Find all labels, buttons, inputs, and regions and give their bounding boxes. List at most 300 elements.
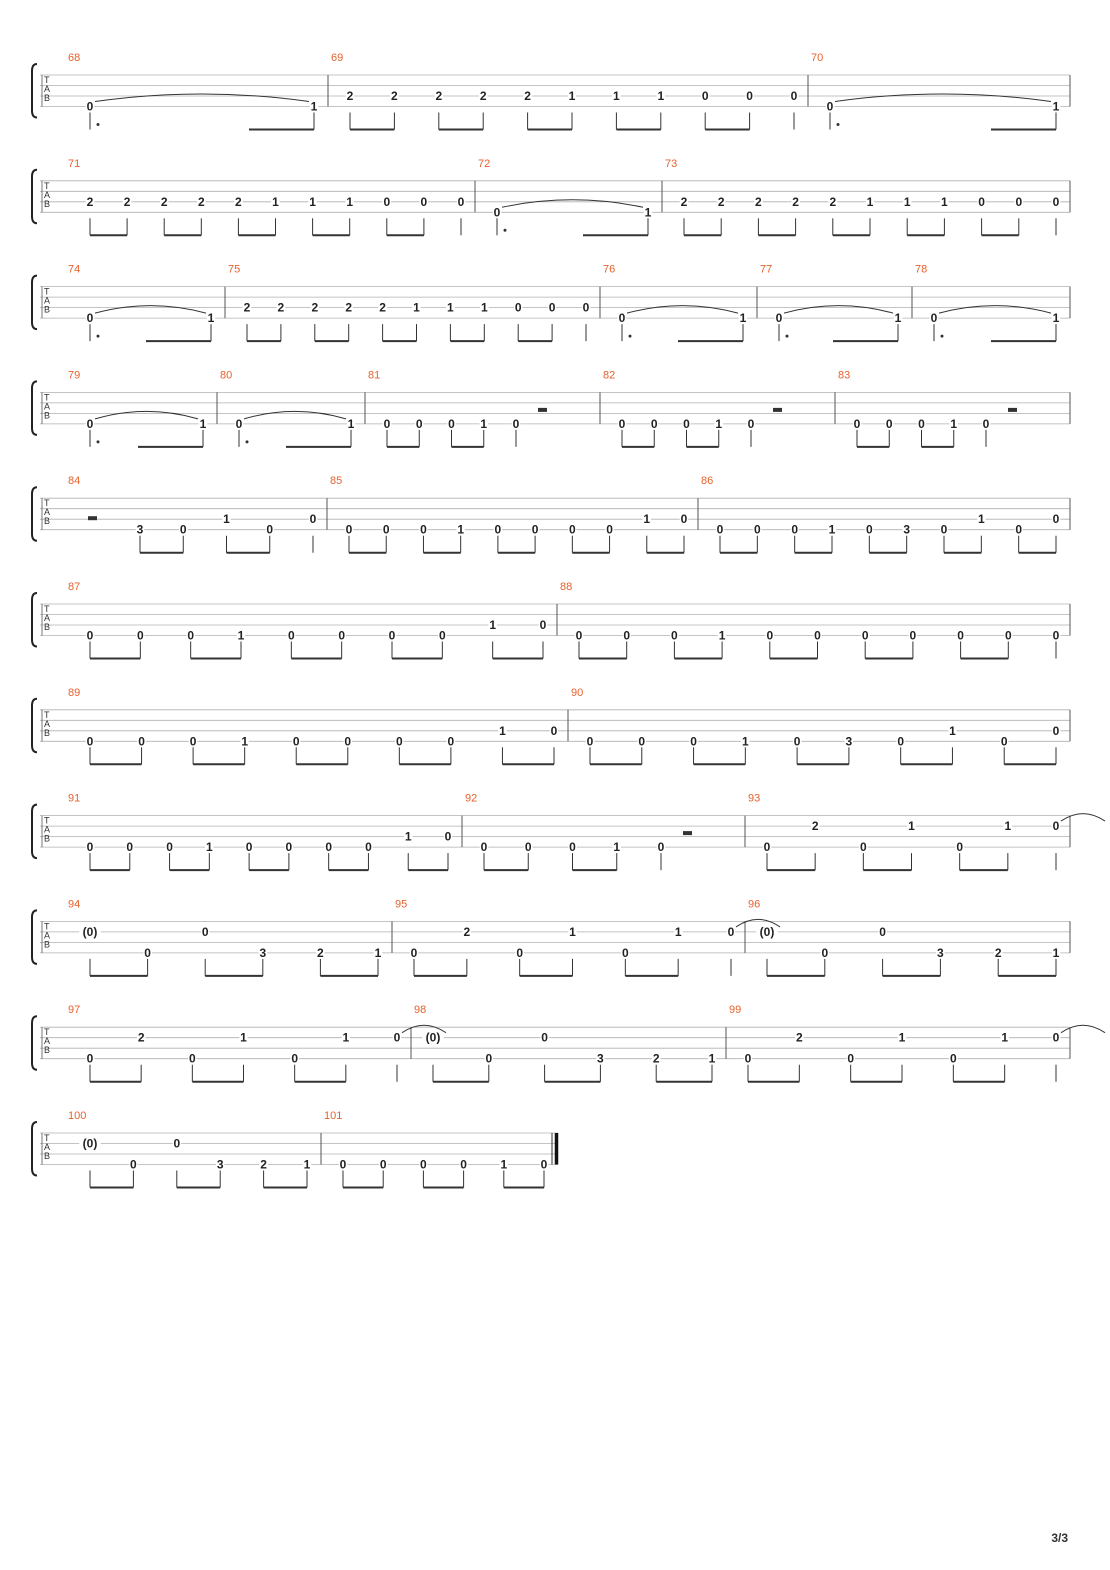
- fret-number: 0: [393, 1030, 401, 1045]
- fret-number: 0: [512, 416, 520, 431]
- fret-number: 1: [715, 416, 723, 431]
- fret-number: 0: [957, 628, 964, 643]
- fret-number: 2: [311, 300, 319, 315]
- fret-number: 1: [199, 416, 207, 431]
- fret-number: 1: [480, 300, 488, 315]
- fret-number: 0: [285, 840, 293, 855]
- fret-number: 0: [680, 512, 688, 527]
- fret-number: 0: [814, 628, 821, 643]
- tab-clef-letter: A: [44, 1142, 51, 1152]
- measure-number: 69: [331, 52, 344, 64]
- measure-number: 100: [68, 1110, 87, 1122]
- tab-clef-letter: A: [44, 84, 51, 94]
- fret-number: 2: [524, 89, 531, 103]
- fret-number: 0: [701, 89, 709, 103]
- fret-number: 1: [613, 840, 621, 855]
- fret-number: 0: [775, 311, 783, 326]
- fret-number: 1: [741, 734, 749, 749]
- fret-number: (0): [759, 924, 775, 939]
- tab-system: [32, 898, 1070, 976]
- fret-number: 0: [982, 416, 990, 431]
- tab-clef-letter: B: [44, 1045, 51, 1056]
- fret-number: 2: [391, 89, 398, 103]
- fret-number: 0: [1052, 819, 1060, 834]
- measure-number: 96: [748, 898, 761, 911]
- fret-number: 0: [821, 945, 829, 960]
- measure-number: 84: [68, 475, 81, 488]
- fret-number: 0: [86, 840, 94, 855]
- tab-clef-letter: T: [44, 1027, 50, 1038]
- fret-number: 1: [374, 945, 382, 960]
- fret-number: 0: [859, 840, 867, 855]
- fret-number: 0: [338, 628, 346, 643]
- measure-number: 77: [760, 263, 773, 276]
- fret-number: 1: [718, 628, 726, 643]
- fret-number: 0: [879, 924, 886, 939]
- fret-number: 0: [345, 522, 353, 537]
- system-bracket: [32, 276, 37, 330]
- tie-arc: [95, 306, 206, 314]
- system-bracket: [32, 910, 37, 964]
- fret-number: 0: [826, 99, 834, 114]
- fret-number: 0: [671, 628, 678, 643]
- fret-number: 0: [130, 1157, 137, 1172]
- rhythm-dot: [97, 123, 100, 126]
- fret-number: 0: [383, 416, 391, 431]
- fret-number: 0: [339, 1157, 347, 1172]
- measure-number: 68: [68, 52, 81, 64]
- fret-number: 0: [291, 1051, 299, 1066]
- fret-number: 1: [949, 723, 956, 738]
- fret-number: 2: [829, 194, 837, 209]
- measure-number: 79: [68, 369, 81, 382]
- tab-system: [32, 581, 1070, 659]
- fret-number: 0: [379, 1157, 387, 1172]
- fret-number: 2: [435, 89, 443, 103]
- tie-arc: [627, 306, 738, 314]
- fret-number: 0: [847, 1051, 855, 1066]
- fret-number: 0: [1052, 1030, 1060, 1045]
- fret-number: 0: [447, 734, 455, 749]
- fret-number: 1: [413, 300, 420, 315]
- fret-number: 0: [1052, 194, 1060, 209]
- fret-number: 1: [309, 194, 316, 209]
- fret-number: 3: [259, 945, 267, 960]
- fret-number: 1: [908, 819, 915, 834]
- fret-number: (0): [82, 1136, 98, 1151]
- fret-number: 0: [657, 840, 665, 855]
- fret-number: 0: [618, 311, 626, 326]
- fret-number: 3: [903, 522, 911, 537]
- fret-number: 0: [865, 522, 873, 537]
- rhythm-dot: [786, 335, 789, 338]
- fret-number: 0: [136, 628, 144, 643]
- tab-clef-letter: T: [44, 709, 50, 720]
- fret-number: 0: [86, 734, 94, 749]
- measure-number: 90: [571, 686, 584, 699]
- fret-number: 0: [853, 416, 861, 431]
- fret-number: 0: [410, 945, 418, 960]
- fret-number: 0: [516, 945, 524, 960]
- fret-number: 0: [309, 512, 317, 527]
- tie-arc: [244, 411, 346, 419]
- measure-number: 88: [560, 581, 573, 593]
- measure-number: 98: [414, 1004, 427, 1017]
- rhythm-dot: [246, 440, 249, 443]
- fret-number: 0: [382, 522, 390, 537]
- fret-number: 2: [479, 89, 487, 103]
- fret-number: 1: [237, 628, 245, 643]
- fret-number: 1: [569, 924, 576, 939]
- measure-number: 82: [603, 369, 616, 382]
- fret-number: 1: [447, 300, 454, 315]
- measure-number: 81: [368, 369, 381, 382]
- fret-number: 0: [187, 628, 195, 643]
- tab-clef-letter: T: [44, 498, 50, 509]
- measure-number: 89: [68, 686, 81, 699]
- system-bracket: [32, 381, 37, 435]
- tab-clef-letter: B: [44, 410, 51, 421]
- fret-number: 1: [480, 416, 488, 431]
- fret-number: 0: [485, 1051, 493, 1066]
- fret-number: 0: [753, 522, 761, 537]
- fret-number: 0: [790, 89, 798, 103]
- fret-number: (0): [425, 1030, 441, 1045]
- fret-number: 1: [346, 194, 354, 209]
- fret-number: 0: [444, 829, 452, 844]
- measure-number: 95: [395, 898, 408, 911]
- fret-number: 0: [126, 840, 134, 855]
- fret-number: 0: [606, 522, 613, 537]
- fret-number: 0: [514, 300, 522, 315]
- fret-number: 1: [739, 311, 747, 326]
- fret-number: 2: [277, 300, 285, 315]
- fret-number: 1: [347, 416, 355, 431]
- fret-number: 0: [683, 416, 690, 431]
- fret-number: 0: [179, 522, 187, 537]
- fret-number: 1: [223, 512, 230, 527]
- fret-number: 1: [310, 99, 318, 114]
- rest-symbol: [683, 831, 692, 835]
- fret-number: 0: [86, 628, 94, 643]
- system-bracket: [32, 1016, 37, 1069]
- fret-number: 0: [747, 416, 755, 431]
- fret-number: 0: [940, 522, 948, 537]
- measure-number: 87: [68, 581, 81, 593]
- fret-number: 1: [207, 311, 215, 326]
- fret-number: 0: [1015, 194, 1023, 209]
- tab-clef-letter: A: [44, 613, 51, 623]
- fret-number: 1: [941, 194, 948, 209]
- measure-number: 85: [330, 475, 343, 488]
- fret-number: 0: [763, 840, 771, 855]
- fret-number: 2: [345, 300, 353, 315]
- tab-system: [32, 52, 1070, 130]
- rhythm-dot: [837, 123, 840, 126]
- fret-number: 0: [493, 205, 501, 220]
- tie-arc: [1061, 1025, 1105, 1033]
- fret-number: 1: [342, 1030, 350, 1045]
- tab-system: [32, 158, 1070, 236]
- fret-number: 0: [746, 89, 753, 103]
- fret-number: 1: [1004, 819, 1012, 834]
- tab-clef-letter: T: [44, 180, 50, 191]
- fret-number: 3: [845, 734, 853, 749]
- system-bracket: [32, 699, 37, 753]
- fret-number: 0: [415, 416, 423, 431]
- fret-number: 0: [344, 734, 352, 749]
- rest-symbol: [773, 408, 782, 412]
- fret-number: 2: [717, 194, 725, 209]
- fret-number: 1: [866, 194, 874, 209]
- fret-number: 0: [766, 628, 774, 643]
- fret-number: 0: [638, 734, 646, 749]
- tie-arc: [95, 94, 309, 102]
- fret-number: 1: [1052, 99, 1060, 114]
- fret-number: 0: [144, 945, 151, 960]
- tab-clef-letter: T: [44, 604, 50, 614]
- tab-system: [32, 793, 1105, 871]
- tie-arc: [1061, 814, 1105, 822]
- fret-number: 2: [463, 924, 471, 939]
- fret-number: 2: [197, 194, 205, 209]
- fret-number: 1: [404, 829, 412, 844]
- tab-clef-letter: B: [44, 93, 51, 103]
- fret-number: 0: [173, 1136, 181, 1151]
- system-bracket: [32, 805, 37, 859]
- fret-number: 0: [897, 734, 905, 749]
- fret-number: 1: [1052, 945, 1060, 960]
- tab-clef-letter: A: [44, 189, 51, 200]
- fret-number: 0: [1052, 512, 1060, 527]
- tab-system: [32, 1110, 558, 1188]
- fret-number: 0: [188, 1051, 196, 1066]
- measure-number: 75: [228, 263, 241, 276]
- fret-number: 1: [898, 1030, 906, 1045]
- fret-number: 1: [643, 512, 651, 527]
- fret-number: 0: [395, 734, 403, 749]
- tie-arc: [95, 411, 198, 419]
- fret-number: 0: [623, 628, 631, 643]
- system-bracket: [32, 1122, 37, 1176]
- tab-clef-letter: T: [44, 392, 50, 403]
- fret-number: 0: [540, 1157, 548, 1172]
- fret-number: 1: [674, 924, 682, 939]
- fret-number: 0: [909, 628, 917, 643]
- fret-number: 1: [489, 618, 497, 632]
- tab-system: [32, 369, 1070, 447]
- fret-number: 2: [137, 1030, 145, 1045]
- fret-number: 0: [1004, 628, 1012, 643]
- page-number: 3/3: [1051, 1531, 1068, 1545]
- fret-number: 2: [379, 300, 386, 315]
- fret-number: 2: [346, 89, 354, 103]
- fret-number: 2: [86, 194, 94, 209]
- fret-number: 0: [245, 840, 253, 855]
- fret-number: 0: [235, 416, 243, 431]
- rhythm-dot: [629, 335, 632, 338]
- fret-number: 0: [930, 311, 938, 326]
- tab-clef-letter: A: [44, 1036, 51, 1047]
- system-bracket: [32, 64, 37, 118]
- fret-number: 1: [644, 205, 652, 220]
- fret-number: 0: [793, 734, 801, 749]
- tab-clef-letter: B: [44, 727, 51, 738]
- fret-number: 0: [1000, 734, 1008, 749]
- fret-number: 2: [123, 194, 131, 209]
- rhythm-dot: [97, 335, 100, 338]
- tab-clef-letter: B: [44, 304, 51, 315]
- tab-clef-letter: B: [44, 939, 51, 950]
- fret-number: 1: [1001, 1030, 1009, 1045]
- fret-number: 0: [650, 416, 658, 431]
- fret-number: 1: [457, 522, 465, 537]
- fret-number: 0: [568, 522, 576, 537]
- tab-clef-letter: B: [44, 833, 51, 844]
- tie-arc: [502, 200, 643, 208]
- fret-number: 0: [575, 628, 583, 643]
- rhythm-dot: [941, 335, 944, 338]
- fret-number: 0: [438, 628, 446, 643]
- tab-clef-letter: A: [44, 401, 51, 412]
- fret-number: 0: [918, 416, 925, 431]
- fret-number: 0: [86, 1051, 94, 1066]
- fret-number: 3: [136, 522, 144, 537]
- fret-number: 0: [618, 416, 626, 431]
- tab-clef-letter: T: [44, 815, 50, 826]
- measure-number: 91: [68, 792, 81, 805]
- system-bracket: [32, 170, 37, 224]
- fret-number: 1: [950, 416, 958, 431]
- fret-number: 1: [708, 1051, 716, 1066]
- fret-number: 0: [586, 734, 594, 749]
- fret-number: 0: [420, 522, 427, 537]
- fret-number: 0: [266, 522, 274, 537]
- measure-number: 72: [478, 157, 491, 170]
- fret-number: 0: [420, 194, 428, 209]
- measure-number: 73: [665, 157, 678, 170]
- fret-number: 1: [303, 1157, 311, 1172]
- fret-number: 0: [621, 945, 629, 960]
- fret-number: 0: [949, 1051, 957, 1066]
- fret-number: 0: [978, 194, 985, 209]
- fret-number: 2: [994, 945, 1002, 960]
- fret-number: 0: [86, 416, 94, 431]
- system-bracket: [32, 593, 37, 647]
- tab-clef-letter: B: [44, 198, 51, 209]
- measure-number: 78: [915, 263, 928, 276]
- measure-number: 92: [465, 792, 478, 805]
- fret-number: 1: [568, 89, 576, 103]
- measure-number: 86: [701, 475, 714, 488]
- fret-number: 0: [791, 522, 799, 537]
- tab-system: [32, 264, 1070, 342]
- fret-number: 0: [420, 1157, 427, 1172]
- fret-number: 2: [243, 300, 251, 315]
- fret-number: 2: [317, 945, 324, 960]
- fret-number: 0: [1052, 628, 1060, 643]
- tab-system: [32, 687, 1070, 765]
- fret-number: 1: [240, 1030, 247, 1045]
- fret-number: 0: [582, 300, 590, 315]
- tab-clef-letter: T: [44, 1133, 50, 1143]
- fret-number: 0: [956, 840, 964, 855]
- tab-clef-letter: T: [44, 286, 50, 297]
- fret-number: 0: [541, 1030, 548, 1045]
- rest-symbol: [538, 408, 547, 412]
- fret-number: 0: [744, 1051, 752, 1066]
- fret-number: 2: [652, 1051, 660, 1066]
- tab-system: [32, 1004, 1105, 1081]
- fret-number: 2: [795, 1030, 803, 1045]
- measure-number: 99: [729, 1004, 742, 1017]
- fret-number: 1: [241, 734, 249, 749]
- fret-number: 0: [885, 416, 893, 431]
- fret-number: 2: [792, 194, 799, 209]
- fret-number: 1: [977, 512, 985, 527]
- fret-number: 2: [680, 194, 688, 209]
- fret-number: 3: [216, 1157, 224, 1172]
- fret-number: 1: [657, 89, 665, 103]
- fret-number: 1: [205, 840, 213, 855]
- fret-number: 0: [166, 840, 173, 855]
- fret-number: 1: [613, 89, 620, 103]
- fret-number: 0: [480, 840, 488, 855]
- measure-number: 70: [811, 52, 824, 64]
- fret-number: 1: [828, 522, 836, 537]
- measure-number: 76: [603, 263, 616, 276]
- tab-clef-letter: T: [44, 75, 50, 85]
- fret-number: 0: [383, 194, 391, 209]
- rest-symbol: [1008, 408, 1017, 412]
- rhythm-dot: [504, 229, 507, 232]
- measure-number: 83: [838, 369, 851, 382]
- fret-number: 0: [531, 522, 539, 537]
- fret-number: 1: [1052, 311, 1060, 326]
- fret-number: 0: [727, 924, 735, 939]
- fret-number: 0: [201, 924, 209, 939]
- tab-clef-letter: T: [44, 921, 50, 932]
- rhythm-dot: [97, 440, 100, 443]
- measure-number: 97: [68, 1004, 81, 1017]
- fret-number: 0: [690, 734, 697, 749]
- fret-number: 0: [457, 194, 465, 209]
- fret-number: (0): [82, 924, 98, 939]
- tab-clef-letter: B: [44, 1151, 51, 1161]
- fret-number: 0: [524, 840, 532, 855]
- fret-number: 0: [325, 840, 333, 855]
- measure-number: 80: [220, 369, 233, 382]
- fret-number: 0: [569, 840, 576, 855]
- fret-number: 0: [1052, 723, 1060, 738]
- fret-number: 0: [448, 416, 455, 431]
- fret-number: 1: [272, 194, 279, 209]
- fret-number: 0: [138, 734, 145, 749]
- measure-number: 94: [68, 898, 81, 911]
- fret-number: 1: [499, 723, 506, 738]
- tab-clef-letter: A: [44, 295, 51, 306]
- tab-clef-letter: A: [44, 718, 51, 729]
- fret-number: 0: [86, 311, 94, 326]
- fret-number: 0: [494, 522, 502, 537]
- tie-arc: [835, 94, 1051, 102]
- fret-number: 0: [460, 1157, 467, 1172]
- tie-arc: [939, 306, 1051, 314]
- system-bracket: [32, 487, 37, 541]
- fret-number: 1: [903, 194, 911, 209]
- fret-number: 0: [86, 99, 94, 114]
- tie-arc: [784, 306, 893, 314]
